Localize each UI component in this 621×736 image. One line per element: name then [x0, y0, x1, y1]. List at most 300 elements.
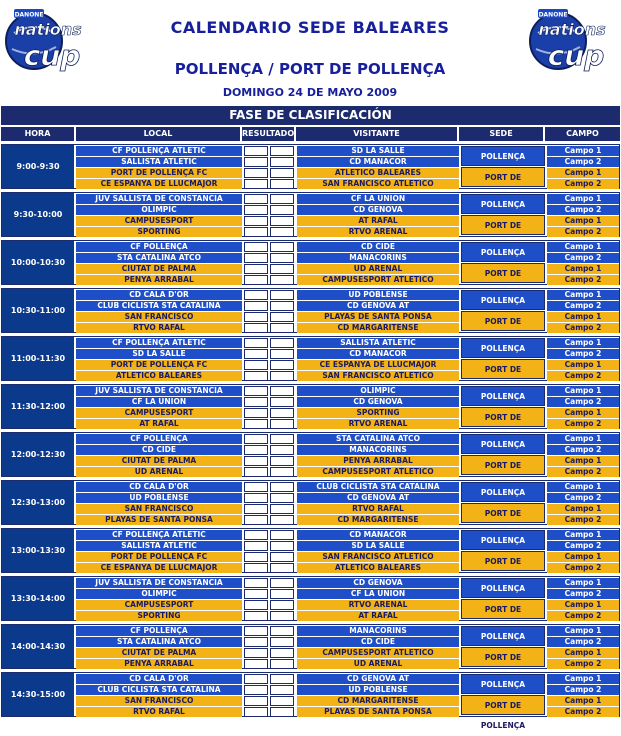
score-home-input[interactable]	[244, 275, 268, 285]
campo-label: Campo 1	[547, 434, 619, 444]
local-team: JUV SALLISTA DE CONSTANCIA	[76, 578, 242, 588]
local-team: SPORTING	[76, 227, 242, 237]
visitor-team: RTVO ARENAL	[297, 419, 459, 429]
score-away-input[interactable]	[270, 157, 294, 167]
campo-label: Campo 2	[547, 349, 619, 359]
score-away-input[interactable]	[270, 578, 294, 588]
score-away-input[interactable]	[270, 146, 294, 156]
time-slot: 9:30-10:00	[2, 193, 74, 236]
time-slot-block	[1, 672, 620, 730]
local-team: CF POLLENÇA	[76, 242, 242, 252]
visitor-team: CAMPUSESPORT ATLETICO	[297, 467, 459, 477]
visitor-team: PLAYAS DE SANTA PONSA	[297, 312, 459, 322]
visitor-team: SD LA SALLE	[297, 541, 459, 551]
score-home-input[interactable]	[244, 674, 268, 684]
score-home-input[interactable]	[244, 227, 268, 237]
score-away-input[interactable]	[270, 264, 294, 274]
sede-pollenca: POLLENÇA	[461, 242, 545, 262]
campo-label: Campo 2	[547, 707, 619, 717]
column-header-visitante: VISITANTE	[296, 127, 457, 141]
local-team: CIUTAT DE PALMA	[76, 648, 242, 658]
score-away-input[interactable]	[270, 611, 294, 621]
local-team: CF LA UNION	[76, 397, 242, 407]
visitor-team: MANACORINS	[297, 445, 459, 455]
local-team: CD CIDE	[76, 445, 242, 455]
local-team: CF POLLENÇA ATLETIC	[76, 146, 242, 156]
visitor-team: CD GENOVA AT	[297, 301, 459, 311]
score-away-input[interactable]	[270, 290, 294, 300]
score-away-input[interactable]	[270, 179, 294, 189]
score-home-input[interactable]	[244, 168, 268, 178]
campo-label: Campo 2	[547, 275, 619, 285]
sede-pollenca: POLLENÇA	[461, 578, 545, 598]
score-home-input[interactable]	[244, 696, 268, 706]
sede-pollenca: POLLENÇA	[461, 482, 545, 502]
local-team: SPORTING	[76, 611, 242, 621]
score-home-input[interactable]	[244, 253, 268, 263]
campo-label: Campo 2	[547, 467, 619, 477]
time-slot: 11:30-12:00	[2, 385, 74, 428]
campo-label: Campo 2	[547, 157, 619, 167]
campo-label: Campo 2	[547, 637, 619, 647]
time-slot: 11:00-11:30	[2, 337, 74, 380]
score-home-input[interactable]	[244, 659, 268, 669]
score-away-input[interactable]	[270, 589, 294, 599]
campo-label: Campo 2	[547, 227, 619, 237]
svg-text:DANONE: DANONE	[538, 11, 568, 19]
score-home-input[interactable]	[244, 600, 268, 610]
visitor-team: CLUB CICLISTA STA CATALINA	[297, 482, 459, 492]
score-home-input[interactable]	[244, 707, 268, 717]
sede-port-de-pollenca: PORT DE	[461, 647, 545, 667]
score-home-input[interactable]	[244, 482, 268, 492]
score-away-input[interactable]	[270, 445, 294, 455]
score-home-input[interactable]	[244, 456, 268, 466]
local-team: SAN FRANCISCO	[76, 312, 242, 322]
local-team: RTVO RAFAL	[76, 707, 242, 717]
campo-label: Campo 1	[547, 552, 619, 562]
score-home-input[interactable]	[244, 194, 268, 204]
score-away-input[interactable]	[270, 397, 294, 407]
visitor-team: CF LA UNION	[297, 589, 459, 599]
score-away-input[interactable]	[270, 227, 294, 237]
svg-text:DANONE: DANONE	[14, 11, 44, 19]
campo-label: Campo 1	[547, 456, 619, 466]
sede-pollenca: POLLENÇA	[461, 530, 545, 550]
score-away-input[interactable]	[270, 360, 294, 370]
campo-label: Campo 2	[547, 205, 619, 215]
score-away-input[interactable]	[270, 194, 294, 204]
column-header-resultado: RESULTADO	[242, 127, 294, 141]
score-away-input[interactable]	[270, 600, 294, 610]
campo-label: Campo 1	[547, 626, 619, 636]
visitor-team: UD ARENAL	[297, 659, 459, 669]
visitor-team: CAMPUSESPORT ATLETICO	[297, 275, 459, 285]
score-away-input[interactable]	[270, 504, 294, 514]
sede-port-de-pollenca: PORT DE	[461, 551, 545, 571]
campo-label: Campo 1	[547, 146, 619, 156]
local-team: ATLETICO BALEARES	[76, 371, 242, 381]
score-away-input[interactable]	[270, 563, 294, 573]
score-away-input[interactable]	[270, 685, 294, 695]
campo-label: Campo 1	[547, 290, 619, 300]
local-team: CIUTAT DE PALMA	[76, 264, 242, 274]
sede-port-de-pollenca: PORT DE	[461, 455, 545, 475]
visitor-team: ATLETICO BALEARES	[297, 168, 459, 178]
time-slot-block	[1, 240, 620, 285]
time-slot: 12:00-12:30	[2, 433, 74, 476]
sede-pollenca: POLLENÇA	[461, 290, 545, 310]
sede-port-de-pollenca: PORT DE	[461, 263, 545, 283]
document-title: CALENDARIO SEDE BALEARES	[170, 18, 450, 37]
local-team: JUV SALLISTA DE CONSTANCIA	[76, 386, 242, 396]
visitor-team: RTVO ARENAL	[297, 600, 459, 610]
score-home-input[interactable]	[244, 205, 268, 215]
score-away-input[interactable]	[270, 323, 294, 333]
visitor-team: MANACORINS	[297, 253, 459, 263]
score-home-input[interactable]	[244, 408, 268, 418]
score-away-input[interactable]	[270, 301, 294, 311]
score-home-input[interactable]	[244, 685, 268, 695]
visitor-team: ATLETICO BALEARES	[297, 563, 459, 573]
time-slot: 12:30-13:00	[2, 481, 74, 524]
score-home-input[interactable]	[244, 338, 268, 348]
local-team: CD CALA D'OR	[76, 482, 242, 492]
sede-pollenca: POLLENÇA	[461, 434, 545, 454]
time-slot-block	[1, 576, 620, 621]
event-date: DOMINGO 24 DE MAYO 2009	[222, 86, 398, 99]
visitor-team: UD POBLENSE	[297, 685, 459, 695]
campo-label: Campo 2	[547, 419, 619, 429]
score-away-input[interactable]	[270, 552, 294, 562]
score-away-input[interactable]	[270, 493, 294, 503]
visitor-team: SAN FRANCISCO ATLETICO	[297, 179, 459, 189]
campo-label: Campo 2	[547, 493, 619, 503]
score-home-input[interactable]	[244, 467, 268, 477]
local-team: AT RAFAL	[76, 419, 242, 429]
score-home-input[interactable]	[244, 216, 268, 226]
local-team: UD POBLENSE	[76, 493, 242, 503]
score-home-input[interactable]	[244, 563, 268, 573]
column-header-campo: CAMPO	[545, 127, 620, 141]
score-home-input[interactable]	[244, 578, 268, 588]
visitor-team: CD GENOVA	[297, 205, 459, 215]
score-home-input[interactable]	[244, 290, 268, 300]
time-slot-block	[1, 336, 620, 381]
visitor-team: RTVO ARENAL	[297, 227, 459, 237]
local-team: PENYA ARRABAL	[76, 275, 242, 285]
visitor-team: OLIMPIC	[297, 386, 459, 396]
sede-pollenca: POLLENÇA	[461, 626, 545, 646]
score-away-input[interactable]	[270, 168, 294, 178]
campo-label: Campo 1	[547, 312, 619, 322]
local-team: STA CATALINA ATCO	[76, 637, 242, 647]
sede-pollenca: POLLENÇA	[461, 194, 545, 214]
score-home-input[interactable]	[244, 242, 268, 252]
score-away-input[interactable]	[270, 467, 294, 477]
score-away-input[interactable]	[270, 648, 294, 658]
visitor-team: UD ARENAL	[297, 264, 459, 274]
local-team: CLUB CICLISTA STA CATALINA	[76, 685, 242, 695]
score-home-input[interactable]	[244, 264, 268, 274]
score-away-input[interactable]	[270, 312, 294, 322]
campo-label: Campo 2	[547, 301, 619, 311]
campo-label: Campo 2	[547, 659, 619, 669]
score-home-input[interactable]	[244, 637, 268, 647]
campo-label: Campo 2	[547, 515, 619, 525]
local-team: CD CALA D'OR	[76, 290, 242, 300]
score-home-input[interactable]	[244, 301, 268, 311]
time-slot: 10:00-10:30	[2, 241, 74, 284]
score-home-input[interactable]	[244, 530, 268, 540]
score-home-input[interactable]	[244, 397, 268, 407]
time-slot-block	[1, 624, 620, 669]
campo-label: Campo 1	[547, 530, 619, 540]
campo-label: Campo 2	[547, 611, 619, 621]
local-team: PORT DE POLLENÇA FC	[76, 360, 242, 370]
local-team: CF POLLENÇA	[76, 434, 242, 444]
campo-label: Campo 2	[547, 253, 619, 263]
svg-text:cup: cup	[547, 39, 605, 72]
time-slot: 14:00-14:30	[2, 625, 74, 668]
time-slot-block	[1, 384, 620, 429]
local-team: CIUTAT DE PALMA	[76, 456, 242, 466]
visitor-team: SAN FRANCISCO ATLETICO	[297, 552, 459, 562]
score-home-input[interactable]	[244, 611, 268, 621]
score-home-input[interactable]	[244, 493, 268, 503]
campo-label: Campo 2	[547, 397, 619, 407]
nations-cup-logo-left	[4, 3, 90, 81]
visitor-team: CD CIDE	[297, 637, 459, 647]
score-home-input[interactable]	[244, 386, 268, 396]
visitor-team: RTVO RAFAL	[297, 504, 459, 514]
time-slot: 13:30-14:00	[2, 577, 74, 620]
score-away-input[interactable]	[270, 408, 294, 418]
visitor-team: CF LA UNION	[297, 194, 459, 204]
local-team: CAMPUSESPORT	[76, 408, 242, 418]
score-home-input[interactable]	[244, 360, 268, 370]
score-away-input[interactable]	[270, 419, 294, 429]
score-away-input[interactable]	[270, 637, 294, 647]
campo-label: Campo 1	[547, 338, 619, 348]
score-home-input[interactable]	[244, 157, 268, 167]
score-away-input[interactable]	[270, 434, 294, 444]
campo-label: Campo 1	[547, 216, 619, 226]
score-home-input[interactable]	[244, 552, 268, 562]
score-home-input[interactable]	[244, 179, 268, 189]
sede-port-de-pollenca: PORT DE POLLENÇA	[461, 695, 545, 715]
visitor-team: SPORTING	[297, 408, 459, 418]
score-away-input[interactable]	[270, 253, 294, 263]
visitor-team: CD MARGARITENSE	[297, 323, 459, 333]
score-away-input[interactable]	[270, 707, 294, 717]
local-team: CAMPUSESPORT	[76, 600, 242, 610]
svg-text:nations: nations	[538, 20, 606, 39]
local-team: PORT DE POLLENÇA FC	[76, 552, 242, 562]
score-home-input[interactable]	[244, 371, 268, 381]
campo-label: Campo 2	[547, 541, 619, 551]
campo-label: Campo 1	[547, 578, 619, 588]
score-home-input[interactable]	[244, 445, 268, 455]
visitor-team: AT RAFAL	[297, 216, 459, 226]
visitor-team: PLAYAS DE SANTA PONSA	[297, 707, 459, 717]
time-slot: 14:30-15:00	[2, 673, 74, 716]
campo-label: Campo 1	[547, 408, 619, 418]
document-header	[0, 0, 621, 106]
sede-port-de-pollenca: PORT DE	[461, 503, 545, 523]
score-away-input[interactable]	[270, 386, 294, 396]
campo-label: Campo 2	[547, 371, 619, 381]
score-away-input[interactable]	[270, 626, 294, 636]
campo-label: Campo 2	[547, 563, 619, 573]
score-away-input[interactable]	[270, 482, 294, 492]
campo-label: Campo 2	[547, 589, 619, 599]
visitor-team: AT RAFAL	[297, 611, 459, 621]
score-home-input[interactable]	[244, 589, 268, 599]
sede-port-de-pollenca: PORT DE	[461, 599, 545, 619]
local-team: CF POLLENÇA	[76, 626, 242, 636]
visitor-team: SD LA SALLE	[297, 146, 459, 156]
campo-label: Campo 1	[547, 482, 619, 492]
local-team: OLIMPIC	[76, 205, 242, 215]
campo-label: Campo 2	[547, 323, 619, 333]
nations-cup-logo-right	[528, 3, 614, 81]
campo-label: Campo 1	[547, 386, 619, 396]
campo-label: Campo 1	[547, 600, 619, 610]
campo-label: Campo 1	[547, 696, 619, 706]
visitor-team: CD MANACOR	[297, 157, 459, 167]
campo-label: Campo 2	[547, 179, 619, 189]
score-away-input[interactable]	[270, 541, 294, 551]
column-header-local: LOCAL	[76, 127, 240, 141]
campo-label: Campo 1	[547, 264, 619, 274]
time-slot-block	[1, 528, 620, 573]
visitor-team: STA CATALINA ATCO	[297, 434, 459, 444]
score-away-input[interactable]	[270, 371, 294, 381]
local-team: SAN FRANCISCO	[76, 696, 242, 706]
sede-pollenca: POLLENÇA	[461, 674, 545, 694]
local-team: SALLISTA ATLETIC	[76, 541, 242, 551]
local-team: OLIMPIC	[76, 589, 242, 599]
local-team: CF POLLENÇA ATLETIC	[76, 530, 242, 540]
score-away-input[interactable]	[270, 674, 294, 684]
visitor-team: CD GENOVA AT	[297, 674, 459, 684]
score-away-input[interactable]	[270, 659, 294, 669]
score-home-input[interactable]	[244, 626, 268, 636]
score-home-input[interactable]	[244, 146, 268, 156]
sede-pollenca: POLLENÇA	[461, 146, 545, 166]
local-team: CAMPUSESPORT	[76, 216, 242, 226]
campo-label: Campo 2	[547, 685, 619, 695]
time-slot-block	[1, 288, 620, 333]
score-home-input[interactable]	[244, 312, 268, 322]
time-slot: 13:00-13:30	[2, 529, 74, 572]
score-away-input[interactable]	[270, 349, 294, 359]
score-away-input[interactable]	[270, 515, 294, 525]
visitor-team: CD GENOVA AT	[297, 493, 459, 503]
local-team: UD ARENAL	[76, 467, 242, 477]
visitor-team: MANACORINS	[297, 626, 459, 636]
visitor-team: CAMPUSESPORT ATLETICO	[297, 648, 459, 658]
score-away-input[interactable]	[270, 275, 294, 285]
time-slot-block	[1, 432, 620, 477]
sede-pollenca: POLLENÇA	[461, 386, 545, 406]
campo-label: Campo 1	[547, 360, 619, 370]
score-home-input[interactable]	[244, 434, 268, 444]
score-away-input[interactable]	[270, 338, 294, 348]
visitor-team: CE ESPANYA DE LLUCMAJOR	[297, 360, 459, 370]
local-team: CD CALA D'OR	[76, 674, 242, 684]
local-team: SD LA SALLE	[76, 349, 242, 359]
score-home-input[interactable]	[244, 541, 268, 551]
visitor-team: CD GENOVA	[297, 397, 459, 407]
phase-heading: FASE DE CLASIFICACIÓN	[1, 106, 620, 125]
visitor-team: CD MARGARITENSE	[297, 696, 459, 706]
campo-label: Campo 1	[547, 194, 619, 204]
local-team: STA CATALINA ATCO	[76, 253, 242, 263]
campo-label: Campo 1	[547, 504, 619, 514]
score-home-input[interactable]	[244, 349, 268, 359]
visitor-team: PENYA ARRABAL	[297, 456, 459, 466]
campo-label: Campo 1	[547, 168, 619, 178]
score-home-input[interactable]	[244, 419, 268, 429]
campo-label: Campo 2	[547, 445, 619, 455]
score-home-input[interactable]	[244, 323, 268, 333]
visitor-team: CD MANACOR	[297, 530, 459, 540]
svg-text:nations: nations	[14, 20, 82, 39]
time-slot-block	[1, 144, 620, 189]
score-away-input[interactable]	[270, 696, 294, 706]
visitor-team: CD MANACOR	[297, 349, 459, 359]
document-subtitle: POLLENÇA / PORT DE POLLENÇA	[174, 60, 446, 78]
score-away-input[interactable]	[270, 216, 294, 226]
local-team: PLAYAS DE SANTA PONSA	[76, 515, 242, 525]
local-team: SAN FRANCISCO	[76, 504, 242, 514]
sede-port-de-pollenca: PORT DE	[461, 311, 545, 331]
visitor-team: CD GENOVA	[297, 578, 459, 588]
local-team: PORT DE POLLENÇA FC	[76, 168, 242, 178]
score-home-input[interactable]	[244, 504, 268, 514]
visitor-team: UD POBLENSE	[297, 290, 459, 300]
campo-label: Campo 1	[547, 648, 619, 658]
local-team: CF POLLENÇA ATLETIC	[76, 338, 242, 348]
time-slot: 10:30-11:00	[2, 289, 74, 332]
time-slot-block	[1, 480, 620, 525]
local-team: JUV SALLISTA DE CONSTANCIA	[76, 194, 242, 204]
visitor-team: CD CIDE	[297, 242, 459, 252]
visitor-team: CD MARGARITENSE	[297, 515, 459, 525]
local-team: RTVO RAFAL	[76, 323, 242, 333]
column-header-hora: HORA	[1, 127, 74, 141]
score-home-input[interactable]	[244, 648, 268, 658]
column-header-sede: SEDE	[459, 127, 543, 141]
visitor-team: SALLISTA ATLETIC	[297, 338, 459, 348]
campo-label: Campo 1	[547, 242, 619, 252]
score-home-input[interactable]	[244, 515, 268, 525]
score-away-input[interactable]	[270, 242, 294, 252]
sede-port-de-pollenca: PORT DE	[461, 167, 545, 187]
local-team: CE ESPANYA DE LLUCMAJOR	[76, 179, 242, 189]
time-slot: 9:00-9:30	[2, 145, 74, 188]
sede-port-de-pollenca: PORT DE	[461, 407, 545, 427]
visitor-team: SAN FRANCISCO ATLETICO	[297, 371, 459, 381]
score-away-input[interactable]	[270, 456, 294, 466]
score-away-input[interactable]	[270, 530, 294, 540]
sede-port-de-pollenca: PORT DE	[461, 359, 545, 379]
local-team: CLUB CICLISTA STA CATALINA	[76, 301, 242, 311]
sede-pollenca: POLLENÇA	[461, 338, 545, 358]
score-away-input[interactable]	[270, 205, 294, 215]
